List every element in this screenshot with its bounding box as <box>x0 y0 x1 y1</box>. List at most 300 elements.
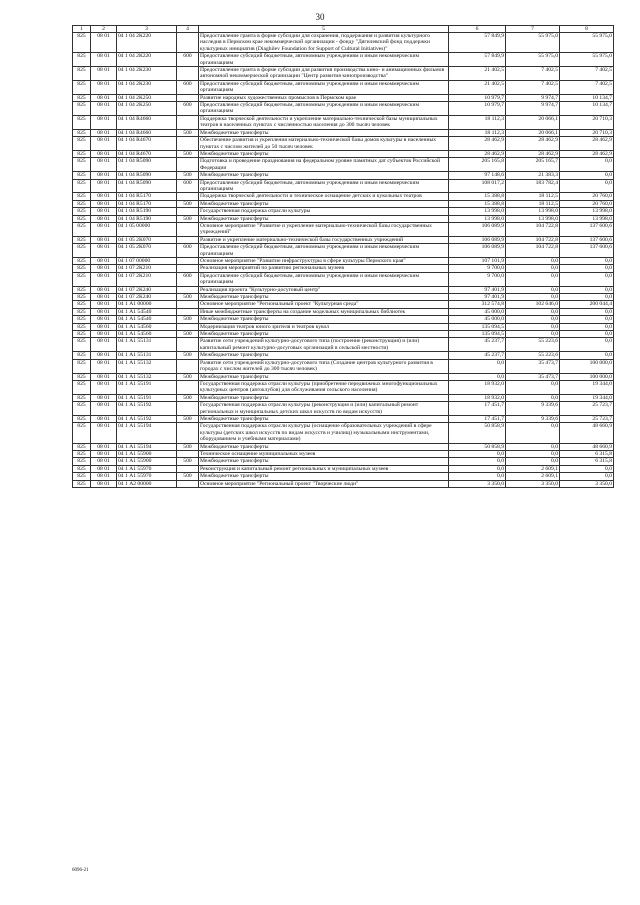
table-row <box>73 352 614 359</box>
chapter-code: 825 <box>73 323 91 330</box>
target-article-code: 04 1 05 00000 <box>117 222 177 236</box>
item-description: Поддержка творческой деятельности и укрепление материально-технической базы муниципальных театров в населенных пунктах с численностью населения до 300 тысяч человек <box>199 115 449 129</box>
item-description: Реализация мероприятий по развитию региональных музеев <box>199 265 449 272</box>
section-code: 08 01 <box>91 272 117 286</box>
table-row <box>73 294 614 301</box>
expense-type-code: 600 <box>177 102 199 116</box>
amount-year-2: 13 998,0 <box>506 215 560 222</box>
target-article-code: 04 1 А1 55970 <box>117 465 177 472</box>
amount-year-1: 18 112,3 <box>449 129 506 136</box>
amount-year-2: 9 974,7 <box>506 102 560 116</box>
expense-type-code: 500 <box>177 443 199 450</box>
section-code: 08 01 <box>91 373 117 380</box>
target-article-code: 04 1 А2 00000 <box>117 480 177 487</box>
amount-year-3: 19 344,0 <box>560 380 614 394</box>
target-article-code: 04 1 04 R5090 <box>117 179 177 193</box>
item-description: Предоставление гранта в форме субсидии для сохранения, поддержания и развития культурного наследия в Пермском крае некоммерческой организации - фонду "Дягилевский фонд поддержки культурных инициатив (Diaghilev Foundation for Support of Cultural Initiatives)" <box>199 33 449 53</box>
chapter-code: 825 <box>73 415 91 422</box>
chapter-code: 825 <box>73 222 91 236</box>
amount-year-3: 0,0 <box>560 286 614 293</box>
item-description: Предоставление субсидий бюджетным, автономным учреждениям и иным некоммерческим организациям <box>199 102 449 116</box>
table-row <box>73 323 614 330</box>
chapter-code: 825 <box>73 380 91 394</box>
table-row <box>73 80 614 94</box>
target-article-code: 04 1 07 2К240 <box>117 294 177 301</box>
amount-year-3: 0,0 <box>560 179 614 193</box>
expense-type-code: 600 <box>177 80 199 94</box>
expense-type-code: 500 <box>177 172 199 179</box>
expense-type-code <box>177 423 199 443</box>
amount-year-2: 20 066,1 <box>506 115 560 129</box>
expense-type-code: 500 <box>177 331 199 338</box>
item-description: Межбюджетные трансферты <box>199 443 449 450</box>
target-article-code: 04 1 04 R5090 <box>117 158 177 172</box>
amount-year-2: 102 646,0 <box>506 301 560 308</box>
amount-year-1: 15 388,8 <box>449 193 506 200</box>
amount-year-2: 21 383,3 <box>506 172 560 179</box>
table-row <box>73 179 614 193</box>
amount-year-3: 28 462,9 <box>560 150 614 157</box>
expense-type-code: 600 <box>177 179 199 193</box>
amount-year-1: 45 000,0 <box>449 308 506 315</box>
section-code: 08 01 <box>91 150 117 157</box>
table-row <box>73 53 614 67</box>
section-code: 08 01 <box>91 380 117 394</box>
target-article-code: 04 1 А1 55131 <box>117 352 177 359</box>
table-row <box>73 480 614 487</box>
expense-type-code: 500 <box>177 415 199 422</box>
amount-year-2: 55 223,6 <box>506 352 560 359</box>
amount-year-2: 0,0 <box>506 265 560 272</box>
table-row <box>73 94 614 101</box>
expense-type-code: 500 <box>177 352 199 359</box>
amount-year-3: 55 975,0 <box>560 33 614 53</box>
chapter-code: 825 <box>73 316 91 323</box>
item-description: Развитие сети учреждений культурно-досугового типа (Создание центров культурного развития в городах с числом жителей до 300 тысяч человек) <box>199 359 449 373</box>
section-code: 08 01 <box>91 172 117 179</box>
amount-year-1: 10 979,7 <box>449 94 506 101</box>
table-row <box>73 443 614 450</box>
amount-year-3: 10 134,7 <box>560 94 614 101</box>
target-article-code: 04 1 04 2К220 <box>117 53 177 67</box>
expense-type-code <box>177 359 199 373</box>
document-code: 6096-21 <box>72 868 89 873</box>
amount-year-3: 137 600,6 <box>560 244 614 258</box>
expense-type-code <box>177 258 199 265</box>
chapter-code: 825 <box>73 301 91 308</box>
target-article-code: 04 1 04 R5090 <box>117 172 177 179</box>
table-row <box>73 208 614 215</box>
amount-year-3: 19 344,0 <box>560 394 614 401</box>
section-code: 08 01 <box>91 331 117 338</box>
amount-year-2: 0,0 <box>506 316 560 323</box>
item-description: Межбюджетные трансферты <box>199 373 449 380</box>
section-code: 08 01 <box>91 480 117 487</box>
item-description: Предоставление гранта в форме субсидии для развития производства кино- и анимационных фильмов автономной некоммерческой организации "Центр развития кинопроизводства" <box>199 67 449 81</box>
target-article-code: 04 1 04 R4670 <box>117 150 177 157</box>
table-row <box>73 359 614 373</box>
amount-year-1: 10 979,7 <box>449 102 506 116</box>
expense-type-code: 500 <box>177 150 199 157</box>
table-row <box>73 286 614 293</box>
chapter-code: 825 <box>73 423 91 443</box>
expense-type-code: 500 <box>177 129 199 136</box>
chapter-code: 825 <box>73 394 91 401</box>
expense-type-code <box>177 338 199 352</box>
item-description: Обеспечение развития и укрепления материально-технической базы домов культуры в населенных пунктах с числом жителей до 50 тысяч человек <box>199 137 449 151</box>
expense-type-code: 500 <box>177 316 199 323</box>
target-article-code: 04 1 А1 55132 <box>117 359 177 373</box>
table-row <box>73 115 614 129</box>
expense-type-code <box>177 301 199 308</box>
chapter-code: 825 <box>73 338 91 352</box>
amount-year-3: 20 760,0 <box>560 200 614 207</box>
section-code: 08 01 <box>91 215 117 222</box>
amount-year-2: 9 339,6 <box>506 402 560 416</box>
item-description: Развитие народных художественных промыслов в Пермском крае <box>199 94 449 101</box>
chapter-code: 825 <box>73 465 91 472</box>
table-row <box>73 394 614 401</box>
amount-year-1: 0,0 <box>449 473 506 480</box>
amount-year-3: 0,0 <box>560 331 614 338</box>
expense-type-code <box>177 308 199 315</box>
table-row <box>73 258 614 265</box>
section-code: 08 01 <box>91 265 117 272</box>
target-article-code: 04 1 07 00000 <box>117 258 177 265</box>
amount-year-2: 0,0 <box>506 286 560 293</box>
section-code: 08 01 <box>91 67 117 81</box>
table-row <box>73 102 614 116</box>
section-code: 08 01 <box>91 402 117 416</box>
table-row <box>73 33 614 53</box>
amount-year-3: 25 723,7 <box>560 415 614 422</box>
amount-year-3: 0,0 <box>560 294 614 301</box>
amount-year-2: 0,0 <box>506 294 560 301</box>
expense-type-code <box>177 222 199 236</box>
item-description: Поддержка творческой деятельности и техническое оснащение детских и кукольных театров <box>199 193 449 200</box>
amount-year-2: 7 402,5 <box>506 80 560 94</box>
amount-year-1: 0,0 <box>449 373 506 380</box>
amount-year-1: 9 700,0 <box>449 265 506 272</box>
amount-year-3: 137 600,6 <box>560 222 614 236</box>
chapter-code: 825 <box>73 359 91 373</box>
amount-year-3: 7 402,5 <box>560 67 614 81</box>
table-row <box>73 244 614 258</box>
section-code: 08 01 <box>91 443 117 450</box>
amount-year-3: 48 660,9 <box>560 443 614 450</box>
section-code: 08 01 <box>91 338 117 352</box>
expense-type-code <box>177 94 199 101</box>
amount-year-2: 55 975,0 <box>506 33 560 53</box>
target-article-code: 04 1 05 2К070 <box>117 244 177 258</box>
item-description: Предоставление субсидий бюджетным, автономным учреждениям и иным некоммерческим организациям <box>199 80 449 94</box>
item-description: Предоставление субсидий бюджетным, автономным учреждениям и иным некоммерческим организациям <box>199 244 449 258</box>
target-article-code: 04 1 А1 55191 <box>117 380 177 394</box>
section-code: 08 01 <box>91 323 117 330</box>
chapter-code: 825 <box>73 158 91 172</box>
amount-year-1: 18 112,3 <box>449 115 506 129</box>
target-article-code: 04 1 04 R4660 <box>117 129 177 136</box>
chapter-code: 825 <box>73 402 91 416</box>
chapter-code: 825 <box>73 236 91 243</box>
table-row <box>73 200 614 207</box>
item-description: Модернизация театров юного зрителя и театров кукол <box>199 323 449 330</box>
table-row <box>73 222 614 236</box>
section-code: 08 01 <box>91 200 117 207</box>
section-code: 08 01 <box>91 294 117 301</box>
page-number: 30 <box>315 12 325 22</box>
table-row <box>73 402 614 416</box>
amount-year-1: 106 089,9 <box>449 244 506 258</box>
section-code: 08 01 <box>91 129 117 136</box>
amount-year-1: 0,0 <box>449 359 506 373</box>
section-code: 08 01 <box>91 450 117 457</box>
amount-year-2: 3 350,0 <box>506 480 560 487</box>
amount-year-2: 0,0 <box>506 450 560 457</box>
amount-year-2: 0,0 <box>506 458 560 465</box>
item-description: Государственная поддержка отрасли культуры <box>199 208 449 215</box>
amount-year-2: 0,0 <box>506 272 560 286</box>
amount-year-1: 9 700,0 <box>449 272 506 286</box>
section-code: 08 01 <box>91 179 117 193</box>
amount-year-2: 18 112,5 <box>506 200 560 207</box>
chapter-code: 825 <box>73 244 91 258</box>
amount-year-3: 0,0 <box>560 308 614 315</box>
chapter-code: 825 <box>73 53 91 67</box>
chapter-code: 825 <box>73 294 91 301</box>
expense-type-code <box>177 286 199 293</box>
item-description: Межбюджетные трансферты <box>199 352 449 359</box>
target-article-code: 04 1 А1 54540 <box>117 316 177 323</box>
amount-year-3: 3 350,0 <box>560 480 614 487</box>
table-row <box>73 301 614 308</box>
amount-year-3: 0,0 <box>560 316 614 323</box>
target-article-code: 04 1 А1 55970 <box>117 473 177 480</box>
amount-year-2: 0,0 <box>506 380 560 394</box>
table-row <box>73 172 614 179</box>
chapter-code: 825 <box>73 115 91 129</box>
amount-year-1: 13 998,0 <box>449 208 506 215</box>
amount-year-1: 18 932,0 <box>449 394 506 401</box>
amount-year-3: 200 044,4 <box>560 301 614 308</box>
header-cell: 2 <box>91 26 117 33</box>
amount-year-3: 20 710,3 <box>560 129 614 136</box>
table-row <box>73 331 614 338</box>
table-row <box>73 338 614 352</box>
table-row <box>73 458 614 465</box>
header-cell: 6 <box>449 26 506 33</box>
amount-year-3: 6 315,8 <box>560 450 614 457</box>
target-article-code: 04 1 07 2К240 <box>117 286 177 293</box>
item-description: Реализация проекта "Культурно-досуговый центр" <box>199 286 449 293</box>
target-article-code: 04 1 А1 55194 <box>117 443 177 450</box>
header-cell: 3 <box>117 26 177 33</box>
amount-year-1: 57 849,9 <box>449 53 506 67</box>
amount-year-3: 7 402,5 <box>560 80 614 94</box>
item-description: Государственная поддержка отрасли культуры (реконструкция и (или) капитальный ремонт региональных и муниципальных детских школ искусств по видам искусств) <box>199 402 449 416</box>
expense-type-code <box>177 137 199 151</box>
target-article-code: 04 1 А1 54560 <box>117 331 177 338</box>
amount-year-2: 183 782,4 <box>506 179 560 193</box>
table-row <box>73 272 614 286</box>
target-article-code: 04 1 А1 55192 <box>117 415 177 422</box>
amount-year-1: 17 451,7 <box>449 402 506 416</box>
table-row <box>73 465 614 472</box>
section-code: 08 01 <box>91 423 117 443</box>
chapter-code: 825 <box>73 172 91 179</box>
target-article-code: 04 1 07 2К210 <box>117 265 177 272</box>
amount-year-1: 21 402,5 <box>449 80 506 94</box>
chapter-code: 825 <box>73 480 91 487</box>
item-description: Межбюджетные трансферты <box>199 458 449 465</box>
section-code: 08 01 <box>91 208 117 215</box>
amount-year-1: 13 998,0 <box>449 215 506 222</box>
table-row <box>73 473 614 480</box>
amount-year-2: 13 998,0 <box>506 208 560 215</box>
amount-year-2: 0,0 <box>506 308 560 315</box>
chapter-code: 825 <box>73 215 91 222</box>
chapter-code: 825 <box>73 102 91 116</box>
expense-type-code: 600 <box>177 272 199 286</box>
amount-year-3: 0,0 <box>560 258 614 265</box>
amount-year-1: 45 237,7 <box>449 338 506 352</box>
expense-type-code <box>177 380 199 394</box>
chapter-code: 825 <box>73 352 91 359</box>
expense-type-code <box>177 236 199 243</box>
amount-year-3: 6 315,8 <box>560 458 614 465</box>
header-cell: 1 <box>73 26 91 33</box>
chapter-code: 825 <box>73 94 91 101</box>
amount-year-3: 28 462,9 <box>560 137 614 151</box>
expense-type-code <box>177 158 199 172</box>
amount-year-1: 18 932,0 <box>449 380 506 394</box>
header-cell: 7 <box>506 26 560 33</box>
expense-type-code: 500 <box>177 373 199 380</box>
amount-year-1: 21 402,5 <box>449 67 506 81</box>
target-article-code: 04 1 А1 55191 <box>117 394 177 401</box>
target-article-code: 04 1 04 2К250 <box>117 94 177 101</box>
expense-type-code: 600 <box>177 53 199 67</box>
chapter-code: 825 <box>73 200 91 207</box>
item-description: Развитие и укрепление материально-технической базы государственных учреждений <box>199 236 449 243</box>
section-code: 08 01 <box>91 394 117 401</box>
target-article-code: 04 1 04 2К250 <box>117 102 177 116</box>
amount-year-1: 28 462,9 <box>449 150 506 157</box>
amount-year-2: 9 974,7 <box>506 94 560 101</box>
expense-type-code: 500 <box>177 294 199 301</box>
target-article-code: 04 1 04 2К230 <box>117 80 177 94</box>
amount-year-3: 55 975,0 <box>560 53 614 67</box>
item-description: Межбюджетные трансферты <box>199 172 449 179</box>
amount-year-2: 104 722,8 <box>506 244 560 258</box>
section-code: 08 01 <box>91 222 117 236</box>
header-cell: 5 <box>199 26 449 33</box>
item-description: Реконструкция и капитальный ремонт региональных и муниципальных музеев <box>199 465 449 472</box>
section-code: 08 01 <box>91 53 117 67</box>
item-description: Межбюджетные трансферты <box>199 415 449 422</box>
chapter-code: 825 <box>73 473 91 480</box>
amount-year-1: 0,0 <box>449 458 506 465</box>
chapter-code: 825 <box>73 258 91 265</box>
amount-year-3: 100 000,0 <box>560 359 614 373</box>
target-article-code: 04 1 А1 55192 <box>117 402 177 416</box>
item-description: Иные межбюджетные трансферты на создание модельных муниципальных библиотек <box>199 308 449 315</box>
amount-year-3: 13 998,0 <box>560 208 614 215</box>
target-article-code: 04 1 04 R5190 <box>117 208 177 215</box>
section-code: 08 01 <box>91 258 117 265</box>
item-description: Развитие сети учреждений культурно-досугового типа (построение (реконструкция) и (или) капитальный ремонт культурно-досуговых организаций в сельской местности) <box>199 338 449 352</box>
amount-year-2: 0,0 <box>506 423 560 443</box>
table-row <box>73 129 614 136</box>
chapter-code: 825 <box>73 443 91 450</box>
amount-year-3: 0,0 <box>560 352 614 359</box>
target-article-code: 04 1 04 R4660 <box>117 115 177 129</box>
expense-type-code: 500 <box>177 458 199 465</box>
amount-year-1: 0,0 <box>449 450 506 457</box>
amount-year-1: 17 451,7 <box>449 415 506 422</box>
amount-year-1: 45 237,7 <box>449 352 506 359</box>
section-code: 08 01 <box>91 94 117 101</box>
target-article-code: 04 1 А1 55132 <box>117 373 177 380</box>
item-description: Межбюджетные трансферты <box>199 129 449 136</box>
amount-year-2: 7 402,5 <box>506 67 560 81</box>
budget-table <box>72 25 614 488</box>
chapter-code: 825 <box>73 193 91 200</box>
expense-type-code <box>177 323 199 330</box>
amount-year-1: 45 000,0 <box>449 316 506 323</box>
item-description: Государственная поддержка отрасли культуры (приобретение передвижных многофункциональных культурных центров (автоклубов) для обслуживания сельского населения) <box>199 380 449 394</box>
amount-year-3: 0,0 <box>560 272 614 286</box>
chapter-code: 825 <box>73 129 91 136</box>
item-description: Межбюджетные трансферты <box>199 331 449 338</box>
amount-year-2: 2 609,1 <box>506 473 560 480</box>
table-row <box>73 137 614 151</box>
amount-year-1: 135 094,5 <box>449 323 506 330</box>
amount-year-1: 15 388,8 <box>449 200 506 207</box>
table-row <box>73 236 614 243</box>
target-article-code: 04 1 А1 55900 <box>117 450 177 457</box>
item-description: Межбюджетные трансферты <box>199 200 449 207</box>
target-article-code: 04 1 А1 54540 <box>117 308 177 315</box>
table-row <box>73 265 614 272</box>
chapter-code: 825 <box>73 208 91 215</box>
item-description: Основное мероприятие "Развитие инфраструктуры в сфере культуры Пермского края" <box>199 258 449 265</box>
section-code: 08 01 <box>91 359 117 373</box>
section-code: 08 01 <box>91 244 117 258</box>
section-code: 08 01 <box>91 33 117 53</box>
section-code: 08 01 <box>91 458 117 465</box>
item-description: Межбюджетные трансферты <box>199 294 449 301</box>
item-description: Межбюджетные трансферты <box>199 473 449 480</box>
section-code: 08 01 <box>91 80 117 94</box>
header-row <box>73 26 614 33</box>
amount-year-3: 137 600,6 <box>560 236 614 243</box>
table-row <box>73 215 614 222</box>
amount-year-2: 0,0 <box>506 443 560 450</box>
amount-year-2: 55 975,0 <box>506 53 560 67</box>
expense-type-code: 500 <box>177 473 199 480</box>
chapter-code: 825 <box>73 33 91 53</box>
table-row <box>73 67 614 81</box>
amount-year-2: 18 112,5 <box>506 193 560 200</box>
table-row <box>73 150 614 157</box>
amount-year-1: 97 148,6 <box>449 172 506 179</box>
section-code: 08 01 <box>91 415 117 422</box>
item-description: Техническое оснащение муниципальных музеев <box>199 450 449 457</box>
amount-year-2: 205 165,7 <box>506 158 560 172</box>
amount-year-2: 104 722,8 <box>506 222 560 236</box>
amount-year-1: 205 165,8 <box>449 158 506 172</box>
